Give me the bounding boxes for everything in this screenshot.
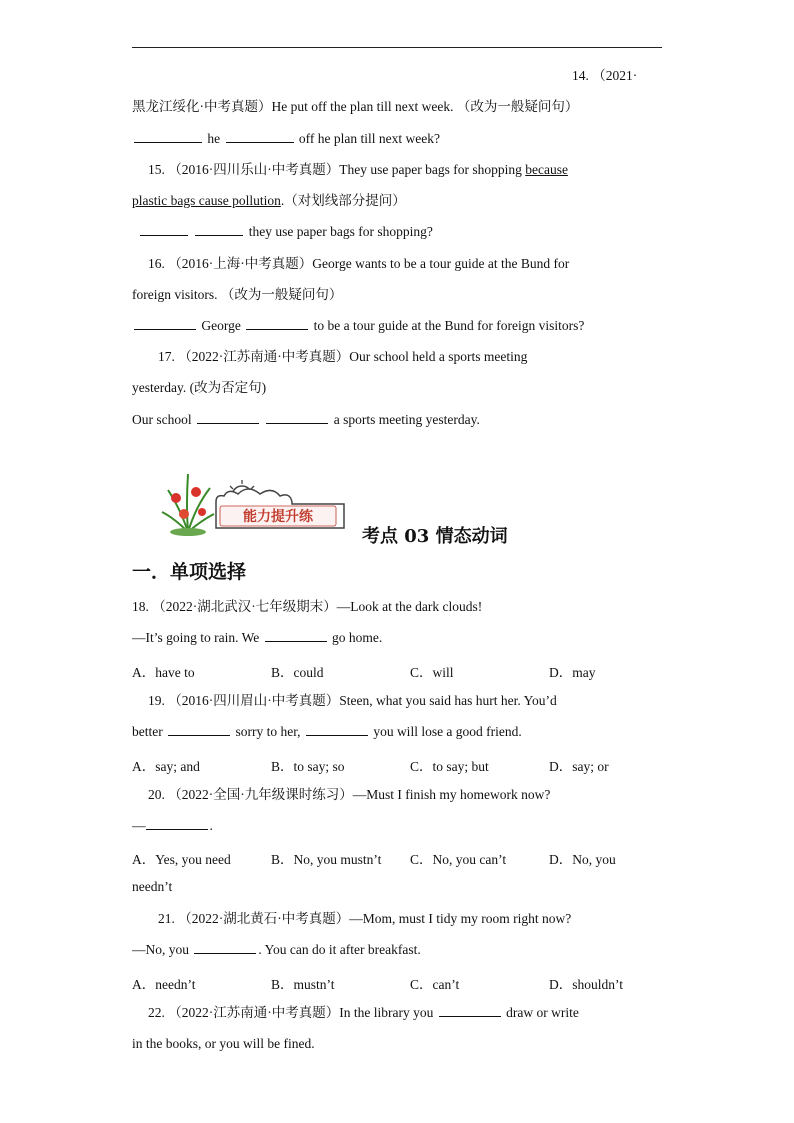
q21-line2 xyxy=(132,941,421,959)
section-title: 考点 03 情态动词 xyxy=(362,526,508,547)
q18-line2 xyxy=(132,629,382,647)
q19-line2-b: sorry to her, xyxy=(235,724,301,739)
q21-option-d[interactable]: D．shouldn’t xyxy=(549,977,624,992)
q14-line2 xyxy=(132,130,440,148)
q21-option-c[interactable]: C．can’t xyxy=(410,977,460,992)
q20-line2: — . xyxy=(132,818,213,833)
q22-line2 xyxy=(132,1035,315,1053)
q14-source-b: 黑龙江绥化·中考真题） xyxy=(132,99,272,114)
answer-blank[interactable] xyxy=(168,723,230,736)
q15-line2 xyxy=(132,192,406,210)
answer-blank[interactable] xyxy=(266,411,328,424)
q19-number: 19. xyxy=(148,693,165,708)
q18-text: —Look at the dark clouds! xyxy=(336,599,483,614)
q22-line2-text: in the books, or you will be fined. xyxy=(132,1036,315,1051)
q21-source: （2022·湖北黄石·中考真题） xyxy=(178,911,350,926)
q16-line3-a: George xyxy=(201,318,241,333)
q21-line1 xyxy=(158,910,571,928)
answer-blank[interactable] xyxy=(306,723,368,736)
answer-blank[interactable] xyxy=(265,629,327,642)
q20-option-b[interactable]: B．No, you mustn’t xyxy=(271,852,382,867)
q17-source: （2022·江苏南通·中考真题） xyxy=(178,349,350,364)
q15-line1 xyxy=(148,161,568,179)
q22-number: 22. xyxy=(148,1005,165,1020)
section-heading: 一．单项选择 xyxy=(132,561,247,583)
q17-line3 xyxy=(132,411,480,429)
q19-option-b[interactable]: B．to say; so xyxy=(271,759,345,774)
q14-source-a: （2021· xyxy=(592,68,638,83)
q19-source: （2016·四川眉山·中考真题） xyxy=(168,693,340,708)
answer-blank[interactable] xyxy=(146,817,208,830)
q17-number: 17. xyxy=(158,349,175,364)
q14-line1 xyxy=(132,98,578,116)
q17-line2 xyxy=(132,379,266,397)
q15-number: 15. xyxy=(148,162,165,177)
q22-text-b: draw or write xyxy=(506,1005,579,1020)
q20-line2-dash: — xyxy=(132,818,146,833)
q22-source: （2022·江苏南通·中考真题） xyxy=(168,1005,340,1020)
q14-line2-b: off he plan till next week? xyxy=(298,131,440,146)
q16-line1 xyxy=(148,255,569,273)
q20-option-c[interactable]: C．No, you can’t xyxy=(410,852,507,867)
q16-text: George wants to be a tour guide at the Bund for xyxy=(312,256,570,271)
q15-line3-text: they use paper bags for shopping? xyxy=(248,224,433,239)
q21-text: —Mom, must I tidy my room right now? xyxy=(349,911,572,926)
answer-blank[interactable] xyxy=(246,317,308,330)
q19-option-d[interactable]: D．say; or xyxy=(549,759,609,774)
q20-number: 20. xyxy=(148,787,165,802)
answer-blank[interactable] xyxy=(439,1004,501,1017)
q19-line2-a: better xyxy=(132,724,163,739)
q17-line3-b: a sports meeting yesterday. xyxy=(333,412,480,427)
q19-text: Steen, what you said has hurt her. You’d xyxy=(339,693,557,708)
q14-line2-a: he xyxy=(207,131,221,146)
q16-instruction: （改为一般疑问句） xyxy=(220,287,343,302)
answer-blank[interactable] xyxy=(134,130,202,143)
q20-option-d[interactable]: D．No, you xyxy=(549,852,616,867)
q16-number: 16. xyxy=(148,256,165,271)
q15-instruction: .（对划线部分提问） xyxy=(280,193,406,208)
q14-header xyxy=(572,67,637,85)
q14-instruction: （改为一般疑问句） xyxy=(456,99,579,114)
q19-line1 xyxy=(148,692,557,710)
q15-underlined-b: plastic bags cause pollution xyxy=(132,193,281,208)
q20-option-a[interactable]: A．Yes, you need xyxy=(132,852,231,867)
q18-source: （2022·湖北武汉·七年级期末） xyxy=(152,599,337,614)
q16-line3 xyxy=(132,317,584,335)
q14-text: He put off the plan till next week. xyxy=(271,99,454,114)
skill-banner-illustration xyxy=(158,468,348,536)
q22-line1 xyxy=(148,1004,579,1022)
grass-flower-icon xyxy=(162,474,214,536)
q20-option-d-cont[interactable]: needn’t xyxy=(132,879,173,894)
answer-blank[interactable] xyxy=(195,223,243,236)
q21-option-b[interactable]: B．mustn’t xyxy=(271,977,335,992)
q21-line2-b: . You can do it after breakfast. xyxy=(258,942,421,957)
q18-option-d[interactable]: D．may xyxy=(549,665,596,680)
q17-text2: yesterday. (改为否定句) xyxy=(132,380,267,395)
q19-line2 xyxy=(132,723,522,741)
answer-blank[interactable] xyxy=(134,317,196,330)
q18-option-a[interactable]: A．have to xyxy=(132,665,195,680)
q17-line1 xyxy=(158,348,527,366)
q19-option-c[interactable]: C．to say; but xyxy=(410,759,489,774)
q20-source: （2022·全国·九年级课时练习） xyxy=(168,787,353,802)
q18-option-c[interactable]: C．will xyxy=(410,665,454,680)
q19-line2-c: you will lose a good friend. xyxy=(373,724,522,739)
q18-line2-a: —It’s going to rain. We xyxy=(132,630,260,645)
answer-blank[interactable] xyxy=(197,411,259,424)
q15-source: （2016·四川乐山·中考真题） xyxy=(168,162,340,177)
q16-line3-b: to be a tour guide at the Bund for foreign visitors? xyxy=(313,318,585,333)
q16-text2: foreign visitors. xyxy=(132,287,218,302)
q17-line3-a: Our school xyxy=(132,412,192,427)
q18-option-b[interactable]: B．could xyxy=(271,665,324,680)
q21-number: 21. xyxy=(158,911,175,926)
q21-option-a[interactable]: A．needn’t xyxy=(132,977,196,992)
q17-text: Our school held a sports meeting xyxy=(349,349,528,364)
q15-underlined-a: because xyxy=(525,162,568,177)
q20-line1 xyxy=(148,786,550,804)
q16-source: （2016·上海·中考真题） xyxy=(168,256,313,271)
banner-label: 能力提升练 xyxy=(243,509,313,525)
q16-line2 xyxy=(132,286,342,304)
answer-blank[interactable] xyxy=(140,223,188,236)
q20-text: —Must I finish my homework now? xyxy=(352,787,551,802)
q18-line2-b: go home. xyxy=(332,630,383,645)
q22-text: In the library you xyxy=(339,1005,434,1020)
q18-number: 18. xyxy=(132,599,149,614)
q15-text: They use paper bags for shopping xyxy=(339,162,522,177)
q14-number: 14. xyxy=(572,68,589,83)
q18-line1 xyxy=(132,598,482,616)
answer-blank[interactable] xyxy=(226,130,294,143)
q15-line3 xyxy=(138,223,433,241)
q19-option-a[interactable]: A．say; and xyxy=(132,759,200,774)
header-rule xyxy=(132,47,662,48)
answer-blank[interactable] xyxy=(194,941,256,954)
q21-line2-a: —No, you xyxy=(132,942,189,957)
